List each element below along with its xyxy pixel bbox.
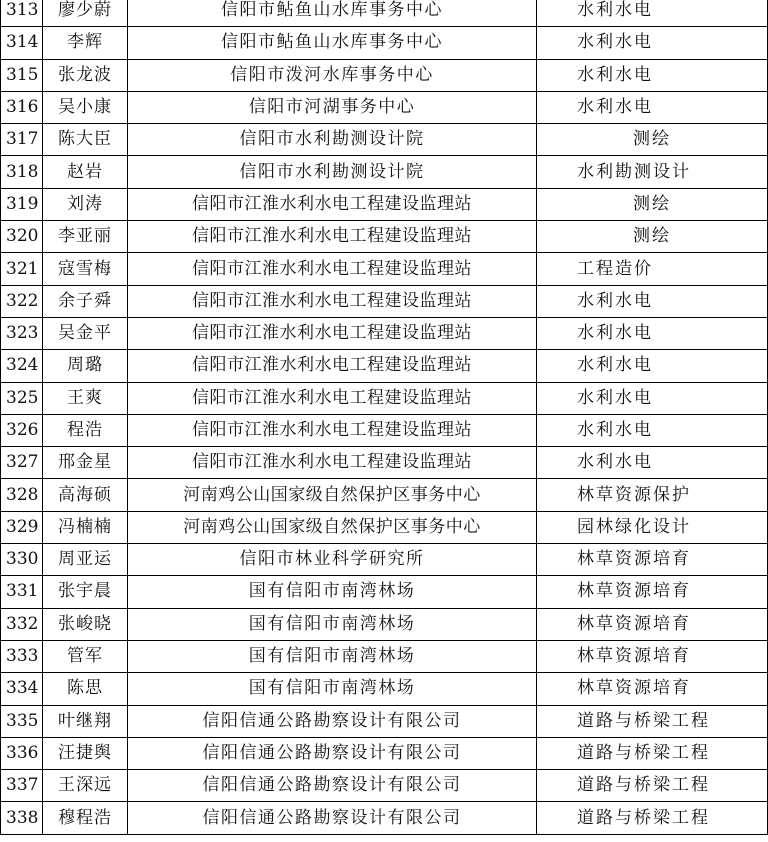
organization: 信阳市鲇鱼山水库事务中心 bbox=[128, 27, 537, 59]
table-row bbox=[1, 511, 768, 543]
specialty: 工程造价 bbox=[537, 253, 768, 285]
specialty: 水利水电 bbox=[537, 414, 768, 446]
person-name: 张峻晓 bbox=[43, 608, 128, 640]
specialty: 水利水电 bbox=[537, 91, 768, 123]
row-number: 333 bbox=[1, 640, 43, 672]
roster-body bbox=[1, 0, 768, 834]
specialty: 水利水电 bbox=[537, 59, 768, 91]
specialty: 道路与桥梁工程 bbox=[537, 737, 768, 769]
table-row bbox=[1, 253, 768, 285]
organization: 信阳市河湖事务中心 bbox=[128, 91, 537, 123]
row-number: 319 bbox=[1, 188, 43, 220]
person-name: 陈思 bbox=[43, 673, 128, 705]
row-number: 322 bbox=[1, 285, 43, 317]
specialty: 园林绿化设计 bbox=[537, 511, 768, 543]
row-number: 318 bbox=[1, 156, 43, 188]
organization: 河南鸡公山国家级自然保护区事务中心 bbox=[128, 511, 537, 543]
person-name: 李辉 bbox=[43, 27, 128, 59]
specialty: 林草资源培育 bbox=[537, 544, 768, 576]
organization: 河南鸡公山国家级自然保护区事务中心 bbox=[128, 479, 537, 511]
table-row bbox=[1, 27, 768, 59]
table-row bbox=[1, 576, 768, 608]
person-name: 周亚运 bbox=[43, 544, 128, 576]
table-row bbox=[1, 608, 768, 640]
table-row bbox=[1, 317, 768, 349]
table-row bbox=[1, 285, 768, 317]
organization: 信阳信通公路勘察设计有限公司 bbox=[128, 802, 537, 834]
table-row bbox=[1, 382, 768, 414]
row-number: 329 bbox=[1, 511, 43, 543]
table-row bbox=[1, 221, 768, 253]
person-name: 吴小康 bbox=[43, 91, 128, 123]
specialty: 林草资源培育 bbox=[537, 640, 768, 672]
table-row bbox=[1, 479, 768, 511]
specialty: 林草资源培育 bbox=[537, 673, 768, 705]
row-number: 317 bbox=[1, 124, 43, 156]
specialty: 道路与桥梁工程 bbox=[537, 705, 768, 737]
table-row bbox=[1, 447, 768, 479]
person-name: 陈大臣 bbox=[43, 124, 128, 156]
person-name: 吴金平 bbox=[43, 317, 128, 349]
table-row bbox=[1, 91, 768, 123]
table-row bbox=[1, 156, 768, 188]
organization: 信阳市江淮水利水电工程建设监理站 bbox=[128, 285, 537, 317]
organization: 信阳市水利勘测设计院 bbox=[128, 124, 537, 156]
organization: 信阳市江淮水利水电工程建设监理站 bbox=[128, 253, 537, 285]
table-row bbox=[1, 737, 768, 769]
table-row bbox=[1, 673, 768, 705]
specialty: 水利水电 bbox=[537, 447, 768, 479]
specialty: 测绘 bbox=[537, 221, 768, 253]
row-number: 315 bbox=[1, 59, 43, 91]
row-number: 325 bbox=[1, 382, 43, 414]
organization: 国有信阳市南湾林场 bbox=[128, 576, 537, 608]
specialty: 水利水电 bbox=[537, 285, 768, 317]
organization: 信阳市江淮水利水电工程建设监理站 bbox=[128, 382, 537, 414]
row-number: 327 bbox=[1, 447, 43, 479]
row-number: 313 bbox=[1, 0, 43, 27]
row-number: 316 bbox=[1, 91, 43, 123]
organization: 信阳信通公路勘察设计有限公司 bbox=[128, 705, 537, 737]
organization: 信阳市江淮水利水电工程建设监理站 bbox=[128, 221, 537, 253]
organization: 信阳信通公路勘察设计有限公司 bbox=[128, 737, 537, 769]
organization: 信阳市水利勘测设计院 bbox=[128, 156, 537, 188]
person-name: 余子舜 bbox=[43, 285, 128, 317]
row-number: 334 bbox=[1, 673, 43, 705]
person-name: 叶继翔 bbox=[43, 705, 128, 737]
specialty: 水利水电 bbox=[537, 317, 768, 349]
row-number: 336 bbox=[1, 737, 43, 769]
table-row bbox=[1, 414, 768, 446]
table-row bbox=[1, 705, 768, 737]
row-number: 331 bbox=[1, 576, 43, 608]
organization: 信阳市江淮水利水电工程建设监理站 bbox=[128, 350, 537, 382]
person-name: 王爽 bbox=[43, 382, 128, 414]
person-name: 王深远 bbox=[43, 770, 128, 802]
person-name: 周璐 bbox=[43, 350, 128, 382]
row-number: 328 bbox=[1, 479, 43, 511]
row-number: 332 bbox=[1, 608, 43, 640]
person-name: 李亚丽 bbox=[43, 221, 128, 253]
row-number: 337 bbox=[1, 770, 43, 802]
row-number: 323 bbox=[1, 317, 43, 349]
row-number: 321 bbox=[1, 253, 43, 285]
specialty: 水利勘测设计 bbox=[537, 156, 768, 188]
specialty: 测绘 bbox=[537, 188, 768, 220]
specialty: 林草资源培育 bbox=[537, 608, 768, 640]
row-number: 324 bbox=[1, 350, 43, 382]
table-row bbox=[1, 350, 768, 382]
specialty: 测绘 bbox=[537, 124, 768, 156]
table-row bbox=[1, 640, 768, 672]
organization: 信阳市江淮水利水电工程建设监理站 bbox=[128, 447, 537, 479]
person-name: 穆程浩 bbox=[43, 802, 128, 834]
person-name: 张龙波 bbox=[43, 59, 128, 91]
table-row bbox=[1, 770, 768, 802]
row-number: 320 bbox=[1, 221, 43, 253]
person-name: 程浩 bbox=[43, 414, 128, 446]
row-number: 314 bbox=[1, 27, 43, 59]
specialty: 水利水电 bbox=[537, 27, 768, 59]
table-row bbox=[1, 59, 768, 91]
person-name: 廖少蔚 bbox=[43, 0, 128, 27]
table-row bbox=[1, 802, 768, 834]
table-row bbox=[1, 188, 768, 220]
specialty: 水利水电 bbox=[537, 350, 768, 382]
specialty: 道路与桥梁工程 bbox=[537, 770, 768, 802]
person-name: 高海硕 bbox=[43, 479, 128, 511]
row-number: 326 bbox=[1, 414, 43, 446]
organization: 信阳市江淮水利水电工程建设监理站 bbox=[128, 317, 537, 349]
person-name: 寇雪梅 bbox=[43, 253, 128, 285]
organization: 信阳市鲇鱼山水库事务中心 bbox=[128, 0, 537, 27]
organization: 信阳信通公路勘察设计有限公司 bbox=[128, 770, 537, 802]
specialty: 道路与桥梁工程 bbox=[537, 802, 768, 834]
organization: 国有信阳市南湾林场 bbox=[128, 640, 537, 672]
specialty: 水利水电 bbox=[537, 0, 768, 27]
person-name: 管军 bbox=[43, 640, 128, 672]
specialty: 水利水电 bbox=[537, 382, 768, 414]
organization: 信阳市林业科学研究所 bbox=[128, 544, 537, 576]
organization: 信阳市江淮水利水电工程建设监理站 bbox=[128, 414, 537, 446]
person-name: 汪捷舆 bbox=[43, 737, 128, 769]
table-row bbox=[1, 544, 768, 576]
person-name: 赵岩 bbox=[43, 156, 128, 188]
organization: 信阳市泼河水库事务中心 bbox=[128, 59, 537, 91]
specialty: 林草资源保护 bbox=[537, 479, 768, 511]
person-name: 冯楠楠 bbox=[43, 511, 128, 543]
specialty: 林草资源培育 bbox=[537, 576, 768, 608]
table-row bbox=[1, 124, 768, 156]
table-row bbox=[1, 0, 768, 27]
organization: 国有信阳市南湾林场 bbox=[128, 673, 537, 705]
person-name: 邢金星 bbox=[43, 447, 128, 479]
organization: 国有信阳市南湾林场 bbox=[128, 608, 537, 640]
row-number: 335 bbox=[1, 705, 43, 737]
person-name: 张宇晨 bbox=[43, 576, 128, 608]
organization: 信阳市江淮水利水电工程建设监理站 bbox=[128, 188, 537, 220]
row-number: 330 bbox=[1, 544, 43, 576]
person-name: 刘涛 bbox=[43, 188, 128, 220]
row-number: 338 bbox=[1, 802, 43, 834]
